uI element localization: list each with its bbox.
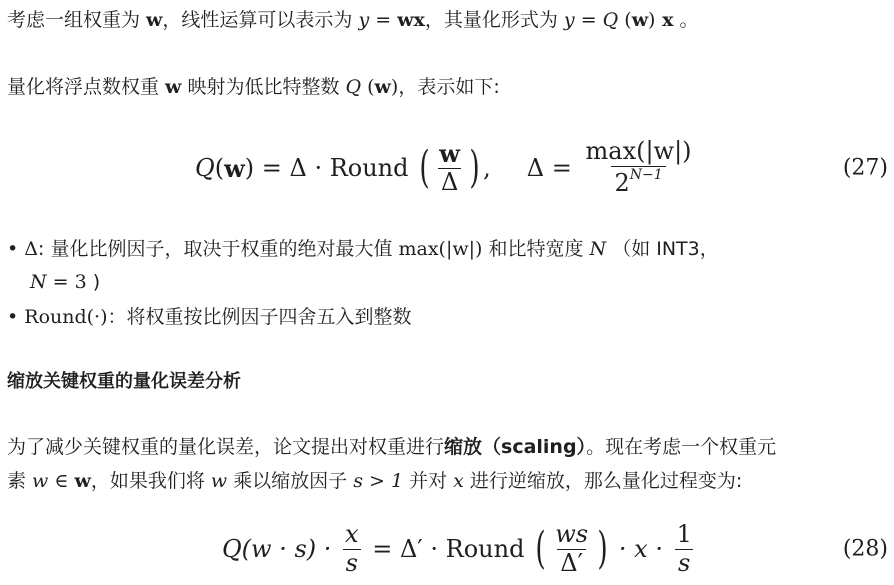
paragraph-quant-map (7, 72, 500, 102)
text: 。现在考虑一个权重元 (586, 436, 777, 458)
bullet-dot: • (7, 238, 19, 260)
math-lhs: Q(w · s) · (222, 535, 340, 563)
right-paren: ) (597, 523, 608, 574)
numerator: 1 (676, 519, 692, 548)
denominator: Δ′ (557, 549, 586, 578)
denominator: Δ (438, 168, 461, 197)
math-w: w (210, 470, 228, 492)
bullet-item-delta-cont (30, 267, 100, 297)
bold-term: 缩放（scaling） (444, 436, 587, 458)
fraction-max-over-pow (583, 138, 695, 197)
text: ) (86, 271, 101, 293)
denominator: s (675, 549, 693, 578)
math-eq: = Δ · Round (254, 154, 417, 182)
text: （如 INT3， (606, 238, 719, 260)
text: 映射为低比特整数 (181, 76, 346, 98)
fraction-w-over-delta (436, 140, 463, 196)
math-eq: = 3 (46, 271, 87, 293)
text: 考虑一组权重为 (7, 9, 147, 31)
text: ，线性运算可以表示为 (162, 9, 359, 31)
math-w: w (146, 9, 163, 31)
math-x: x (655, 9, 674, 31)
math-s-gt: s > 1 (353, 470, 404, 492)
math-delta: Δ (526, 154, 545, 182)
text: 。 (673, 9, 699, 31)
math-paren: ( (214, 154, 225, 182)
denominator: s (343, 549, 361, 578)
math-delta: Δ (24, 238, 38, 260)
text: ，其量化形式为 (424, 9, 564, 31)
math-y: y (358, 9, 370, 31)
text: 为了减少关键权重的量化误差，论文提出对权重进行 (7, 436, 445, 458)
text: ：将权重按比例因子四舍五入到整数 (107, 306, 412, 328)
equation-number: (28) (842, 536, 888, 562)
paragraph-scaling-line2 (7, 466, 742, 496)
text: 进行逆缩放，那么量化过程变为: (463, 470, 743, 492)
math-x: x (453, 470, 464, 492)
right-paren: ) (469, 142, 480, 193)
left-paren: ( (535, 523, 546, 574)
bullet-item-round (7, 302, 412, 332)
text: 并对 (403, 470, 454, 492)
bullet-dot: • (7, 306, 19, 328)
fraction-one-over-s (674, 521, 695, 577)
numerator: x (345, 519, 359, 548)
numerator: max(|w|) (585, 137, 692, 166)
paragraph-scaling (7, 432, 776, 462)
math-N: N (589, 238, 607, 260)
math-eq: = (544, 154, 580, 182)
math-w: w (165, 76, 182, 98)
bullet-item-delta (7, 234, 719, 264)
den-base: 2 (614, 169, 630, 197)
text: ，如果我们将 (90, 470, 211, 492)
math-round: Round(·) (24, 306, 108, 328)
math-paren: ( (618, 9, 632, 31)
numerator: ws (555, 519, 589, 548)
math-eq: = (369, 9, 398, 31)
math-Q: Q (195, 154, 215, 182)
fraction-ws-over-delta (552, 521, 591, 577)
section-heading: 缩放关键权重的量化误差分析 (7, 371, 241, 392)
text: 素 (7, 470, 33, 492)
text: 量化将浮点数权重 (7, 76, 166, 98)
comma: , (483, 154, 491, 182)
paragraph-linear-op (7, 5, 698, 35)
math-y: y (563, 9, 575, 31)
math-Q: Q (602, 9, 619, 31)
left-paren: ( (419, 142, 430, 193)
math-w-in: w ∈ (32, 470, 75, 492)
equation-27 (0, 132, 894, 204)
text: ，表示如下: (398, 76, 500, 98)
math-eq: = (574, 9, 603, 31)
math-w: w (374, 76, 391, 98)
equation-number: (27) (842, 155, 888, 181)
math-w: w (224, 153, 245, 183)
math-paren: ) (648, 9, 656, 31)
den-exponent: N−1 (629, 167, 663, 183)
math-w: w (631, 9, 649, 31)
math-w: w (74, 470, 91, 492)
numerator: w (439, 138, 460, 168)
math-paren: ( (361, 76, 375, 98)
text: 乘以缩放因子 (227, 470, 354, 492)
math-wx: wx (397, 9, 425, 31)
math-eq: = Δ′ · Round (364, 535, 533, 563)
math-paren: ) (244, 154, 255, 182)
text: : 量化比例因子，取决于权重的绝对最大值 (38, 238, 399, 260)
equation-28 (0, 514, 894, 584)
math-paren: ) (390, 76, 399, 98)
math-N: N (30, 271, 47, 293)
text: 和比特宽度 (482, 238, 590, 260)
denominator (611, 166, 665, 198)
math-max: max(|w|) (398, 238, 483, 260)
fraction-x-over-s (342, 521, 362, 577)
math-Q: Q (345, 76, 362, 98)
math-mid: · x · (611, 535, 671, 563)
